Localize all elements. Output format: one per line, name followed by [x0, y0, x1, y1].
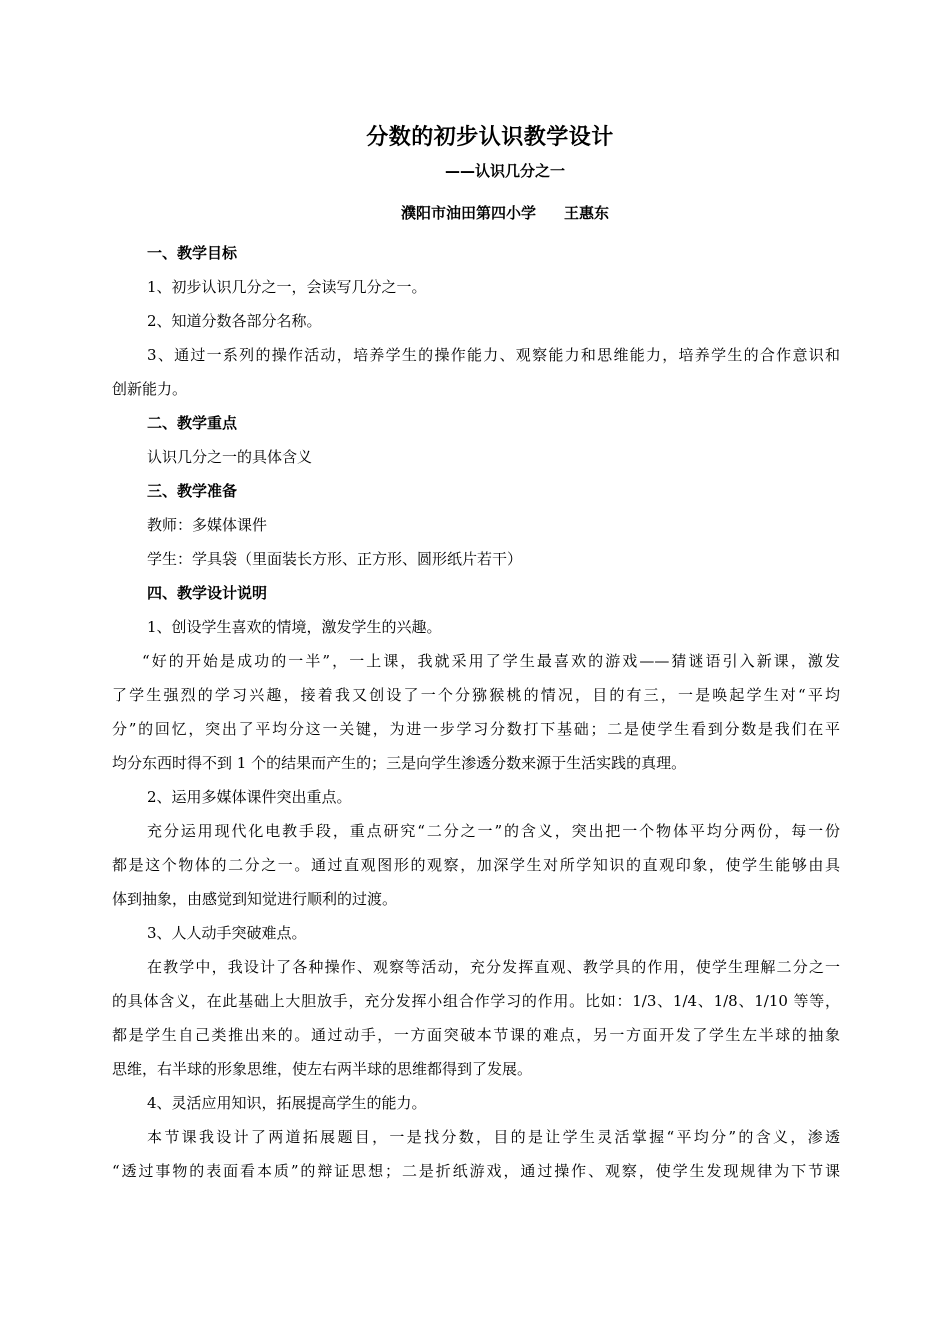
paragraph-line: 均分东西时得不到 1 个的结果而产生的；三是向学生渗透分数来源于生活实践的真理。	[112, 754, 687, 772]
paragraph-line: 本节课我设计了两道拓展题目，一是找分数，目的是让学生灵活掌握“平均分”的含义，渗透	[147, 1128, 840, 1146]
paragraph-line: 3、通过一系列的操作活动，培养学生的操作能力、观察能力和思维能力，培养学生的合作意识和	[147, 346, 840, 364]
paragraph-line: 2、运用多媒体课件突出重点。	[147, 788, 352, 806]
section-heading: 一、教学目标	[147, 244, 238, 262]
paragraph-line: 思维，右半球的形象思维，使左右两半球的思维都得到了发展。	[112, 1060, 533, 1078]
paragraph-line: 都是学生自己类推出来的。通过动手，一方面突破本节课的难点，另一方面开发了学生左半球的抽象	[112, 1026, 840, 1044]
paragraph-line: 的具体含义，在此基础上大胆放手，充分发挥小组合作学习的作用。比如：1/3、1/4、1/8、1/10 等等，	[112, 992, 840, 1010]
paragraph-line: 1、初步认识几分之一，会读写几分之一。	[147, 278, 427, 296]
paragraph-line: 认识几分之一的具体含义	[147, 448, 313, 466]
section-heading: 二、教学重点	[147, 414, 238, 432]
section-heading: 四、教学设计说明	[147, 584, 268, 602]
paragraph-line: 在教学中，我设计了各种操作、观察等活动，充分发挥直观、教学具的作用，使学生理解二分之一	[147, 958, 840, 976]
paragraph-line: 创新能力。	[112, 380, 188, 398]
paragraph-line: 2、知道分数各部分名称。	[147, 312, 322, 330]
paragraph-line: 教师：多媒体课件	[147, 516, 268, 534]
paragraph-line: 3、人人动手突破难点。	[147, 924, 307, 942]
document-subtitle: ——认识几分之一	[445, 162, 566, 180]
paragraph-line: 了学生强烈的学习兴趣，接着我又创设了一个分猕猴桃的情况，目的有三，一是唤起学生对“平均	[112, 686, 840, 704]
paragraph-line: 1、创设学生喜欢的情境，激发学生的兴趣。	[147, 618, 442, 636]
section-heading: 三、教学准备	[147, 482, 238, 500]
paragraph-line: 分”的回忆，突出了平均分这一关键，为进一步学习分数打下基础；二是使学生看到分数是我们在平	[112, 720, 840, 738]
paragraph-line: 体到抽象，由感觉到知觉进行顺利的过渡。	[112, 890, 398, 908]
school-name: 濮阳市油田第四小学	[400, 204, 536, 222]
document-body	[112, 236, 840, 1188]
paragraph-line: “透过事物的表面看本质”的辩证思想；二是折纸游戏，通过操作、观察，使学生发现规律为下节课	[112, 1162, 840, 1180]
author-line	[0, 202, 950, 223]
document-title: 分数的初步认识教学设计	[366, 125, 614, 150]
paragraph-line: 充分运用现代化电教手段，重点研究“二分之一”的含义，突出把一个物体平均分两份，每一份	[147, 822, 840, 840]
paragraph-line: 4、灵活应用知识，拓展提高学生的能力。	[147, 1094, 427, 1112]
paragraph-line: “好的开始是成功的一半”，一上课，我就采用了学生最喜欢的游戏——猜谜语引入新课，激发	[142, 652, 840, 670]
paragraph-line: 学生：学具袋（里面装长方形、正方形、圆形纸片若干）	[147, 550, 523, 568]
paragraph-line: 都是这个物体的二分之一。通过直观图形的观察，加深学生对所学知识的直观印象，使学生能够由具	[112, 856, 840, 874]
author-name: 王惠东	[564, 204, 610, 222]
